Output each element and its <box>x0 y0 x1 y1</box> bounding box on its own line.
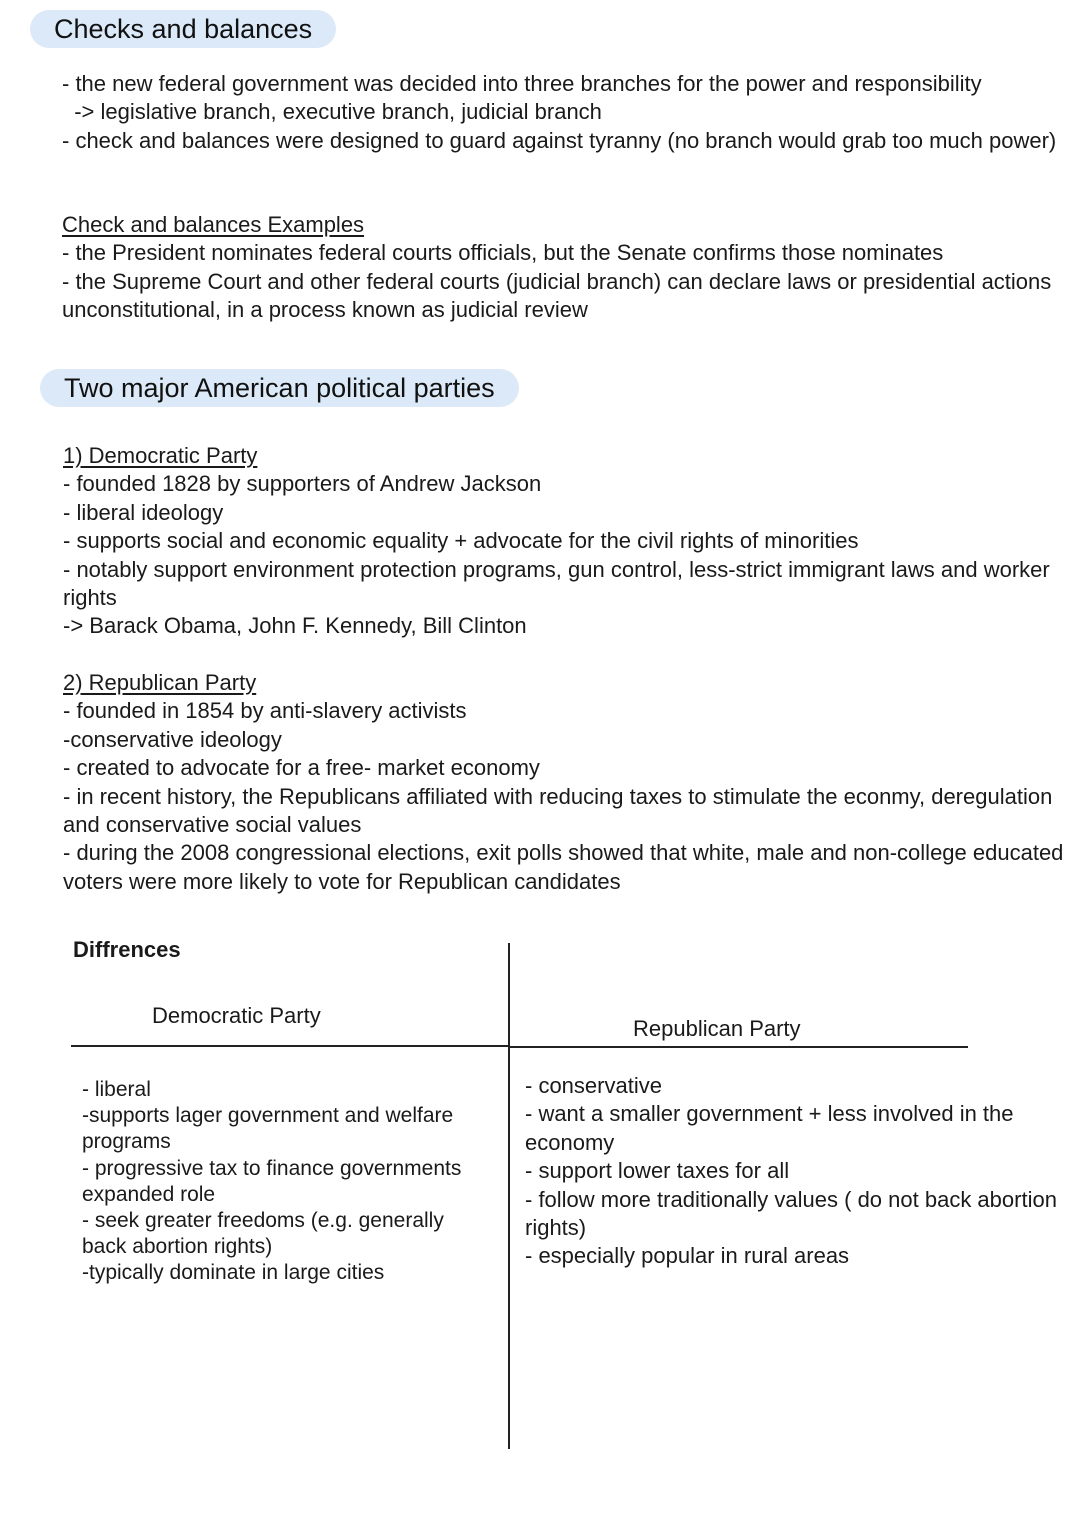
column-header-democratic: Democratic Party <box>152 1003 321 1028</box>
list-item: - the President nominates federal courts officials, but the Senate confirms those nominates <box>62 240 944 266</box>
list-item: - created to advocate for a free- market economy <box>63 755 540 781</box>
chart-divider-horizontal-left <box>71 1045 509 1047</box>
list-item: - founded in 1854 by anti-slavery activists <box>63 698 467 724</box>
differences-title: Diffrences <box>73 937 181 962</box>
examples-title: Check and balances Examples <box>62 212 365 237</box>
list-item: - especially popular in rural areas <box>525 1243 850 1269</box>
republican-differences-list <box>525 1072 1070 1271</box>
list-item: -> Barack Obama, John F. Kennedy, Bill Clinton <box>63 613 527 639</box>
column-header-republican: Republican Party <box>633 1016 801 1041</box>
list-item: - conservative <box>525 1073 662 1098</box>
list-item: -supports lager government and welfare programs <box>82 1104 454 1154</box>
examples-section <box>62 211 1072 325</box>
list-item: - in recent history, the Republicans affiliated with reducing taxes to stimulate the econmy, deregulation and conservative social values <box>63 783 1059 838</box>
list-item: - liberal <box>82 1078 151 1101</box>
checks-and-balances-body <box>62 70 1072 155</box>
democratic-party-section <box>63 442 1073 641</box>
list-item: - liberal ideology <box>63 499 224 525</box>
list-item: - the new federal government was decided into three branches for the power and responsibility <box>62 71 982 96</box>
democratic-differences-list <box>82 1077 482 1287</box>
list-item: - support lower taxes for all <box>525 1158 790 1184</box>
democratic-title: 1) Democratic Party <box>63 443 258 468</box>
republican-title: 2) Republican Party <box>63 670 257 695</box>
list-item: - progressive tax to finance governments expanded role <box>82 1156 462 1206</box>
list-item: - seek greater freedoms (e.g. generally back abortion rights) <box>82 1209 444 1259</box>
list-item: - notably support environment protection programs, gun control, less-strict immigrant laws and worker rights <box>63 556 1056 611</box>
list-item: -conservative ideology <box>63 726 282 752</box>
republican-party-section <box>63 669 1073 896</box>
list-item: -> legislative branch, executive branch, judicial branch <box>62 99 602 125</box>
chart-divider-horizontal-right <box>509 1046 968 1048</box>
chart-divider-vertical <box>508 943 510 1449</box>
list-item: - follow more traditionally values ( do not back abortion rights) <box>525 1186 1057 1241</box>
list-item: -typically dominate in large cities <box>82 1261 385 1285</box>
list-item: - the Supreme Court and other federal courts (judicial branch) can declare laws or presidential actions unconstitutional, in a process known as judicial review <box>62 268 1058 323</box>
list-item: - supports social and economic equality + advocate for the civil rights of minorities <box>63 528 859 554</box>
heading-checks-and-balances: Checks and balances <box>30 10 336 48</box>
list-item: - during the 2008 congressional elections, exit polls showed that white, male and non-college educated voters were more likely to vote for Republican candidates <box>63 840 1070 894</box>
list-item: - want a smaller government + less involved in the economy <box>525 1101 1014 1155</box>
heading-political-parties: Two major American political parties <box>40 369 519 407</box>
list-item: - founded 1828 by supporters of Andrew Jackson <box>63 471 542 497</box>
list-item: - check and balances were designed to guard against tyranny (no branch would grab too much power) <box>62 127 1057 153</box>
